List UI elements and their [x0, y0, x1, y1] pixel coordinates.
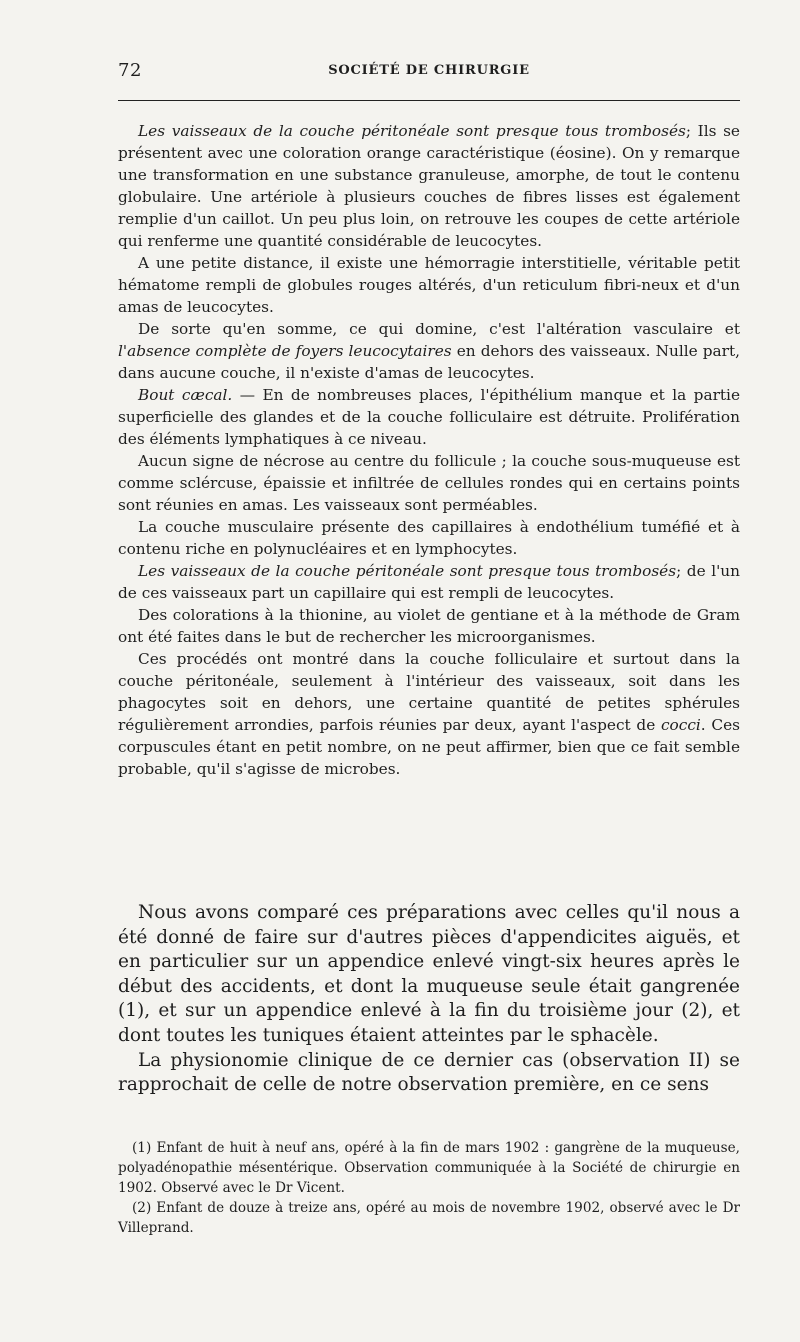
- paragraph-text: ; Ils se présentent avec une coloration orange caractéristique (éosine). On y remarque une transformation en une substance granuleuse, amorphe, de tout le contenu globulaire. Une artériole à plusieurs couches de fibres lisses est également remplie d'un caillot. Un peu plus loin, on retrouve les coupes de cette artériole qui renferme une quantité considérable de leucocytes.: [118, 122, 740, 250]
- paragraph: [118, 384, 740, 450]
- paragraph: La couche musculaire présente des capillaires à endothélium tuméfié et à contenu riche en polynucléaires et en lymphocytes.: [118, 518, 740, 558]
- paragraph: [118, 120, 740, 252]
- italic-phrase: Les vaisseaux de la couche péritonéale sont presque tous trombosés: [138, 122, 686, 140]
- running-title: SOCIÉTÉ DE CHIRURGIE: [328, 63, 530, 78]
- main-text-section: [118, 901, 740, 1098]
- header-rule: [118, 100, 740, 101]
- paragraph: Aucun signe de nécrose au centre du follicule ; la couche sous-muqueuse est comme sclércuse, épaissie et infiltrée de cellules rondes qui en certains points sont réunies en amas. Les vaisseaux sont perméables.: [118, 452, 740, 514]
- paragraph: [118, 560, 740, 604]
- footnote: (1) Enfant de huit à neuf ans, opéré à la fin de mars 1902 : gangrène de la muqueuse, polyadénopathie mésentérique. Observation communiquée à la Société de chirurgie en 1902. Observé avec le Dr Vicent.: [118, 1140, 740, 1196]
- paragraph-text: Ces procédés ont montré dans la couche folliculaire et surtout dans la couche péritonéale, seulement à l'intérieur des vaisseaux, soit dans les phagocytes soit en dehors, une certaine quantité de petites sphérules régulièrement arrondies, parfois réunies par deux, ayant l'aspect de: [118, 650, 740, 734]
- small-print-section: [118, 120, 740, 780]
- page-number: 72: [118, 60, 142, 81]
- paragraph: [118, 318, 740, 384]
- italic-phrase: cocci: [660, 716, 701, 734]
- paragraph: A une petite distance, il existe une hémorragie interstitielle, véritable petit hématome rempli de globules rouges altérés, d'un reticulum fibri-neux et d'un amas de leucocytes.: [118, 254, 740, 316]
- footnotes: [118, 1138, 740, 1238]
- italic-phrase: Les vaisseaux de la couche péritonéale sont presque tous trombosés: [138, 562, 677, 580]
- paragraph-text: en dehors des vaisseaux. Nulle part, dans aucune couche, il n'existe d'amas de leucocytes.: [118, 342, 740, 382]
- page-header: [118, 60, 740, 86]
- paragraph: La physionomie clinique de ce dernier cas (observation II) se rapprochait de celle de notre observation première, en ce sens: [118, 1049, 740, 1096]
- paragraph: Nous avons comparé ces préparations avec celles qu'il nous a été donné de faire sur d'autres pièces d'appendicites aiguës, et en particulier sur un appendice enlevé vingt-six heures après le début des accidents, et dont la muqueuse seule était gangrenée (1), et sur un appendice enlevé à la fin du troisième jour (2), et dont toutes les tuniques étaient atteintes par le sphacèle.: [118, 902, 740, 1046]
- section-heading: Bout cæcal.: [138, 386, 233, 404]
- paragraph: [118, 648, 740, 780]
- paragraph-text: ; de l'un de ces vaisseaux part un capillaire qui est rempli de leucocytes.: [118, 562, 740, 602]
- paragraph-text: . Ces corpuscules étant en petit nombre, on ne peut affirmer, bien que ce fait semble probable, qu'il s'agisse de microbes.: [118, 716, 740, 778]
- paragraph-text: De sorte qu'en somme, ce qui domine, c'est l'altération vasculaire et: [138, 320, 740, 338]
- paragraph-text: — En de nombreuses places, l'épithélium manque et la partie superficielle des glandes et de la couche folliculaire est détruite. Prolifération des éléments lymphatiques à ce niveau.: [118, 386, 740, 448]
- paragraph: Des colorations à la thionine, au violet de gentiane et à la méthode de Gram ont été faites dans le but de rechercher les microorganismes.: [118, 606, 740, 646]
- italic-phrase: l'absence complète de foyers leucocytaires: [118, 342, 452, 360]
- footnote: (2) Enfant de douze à treize ans, opéré au mois de novembre 1902, observé avec le Dr Villeprand.: [118, 1200, 740, 1236]
